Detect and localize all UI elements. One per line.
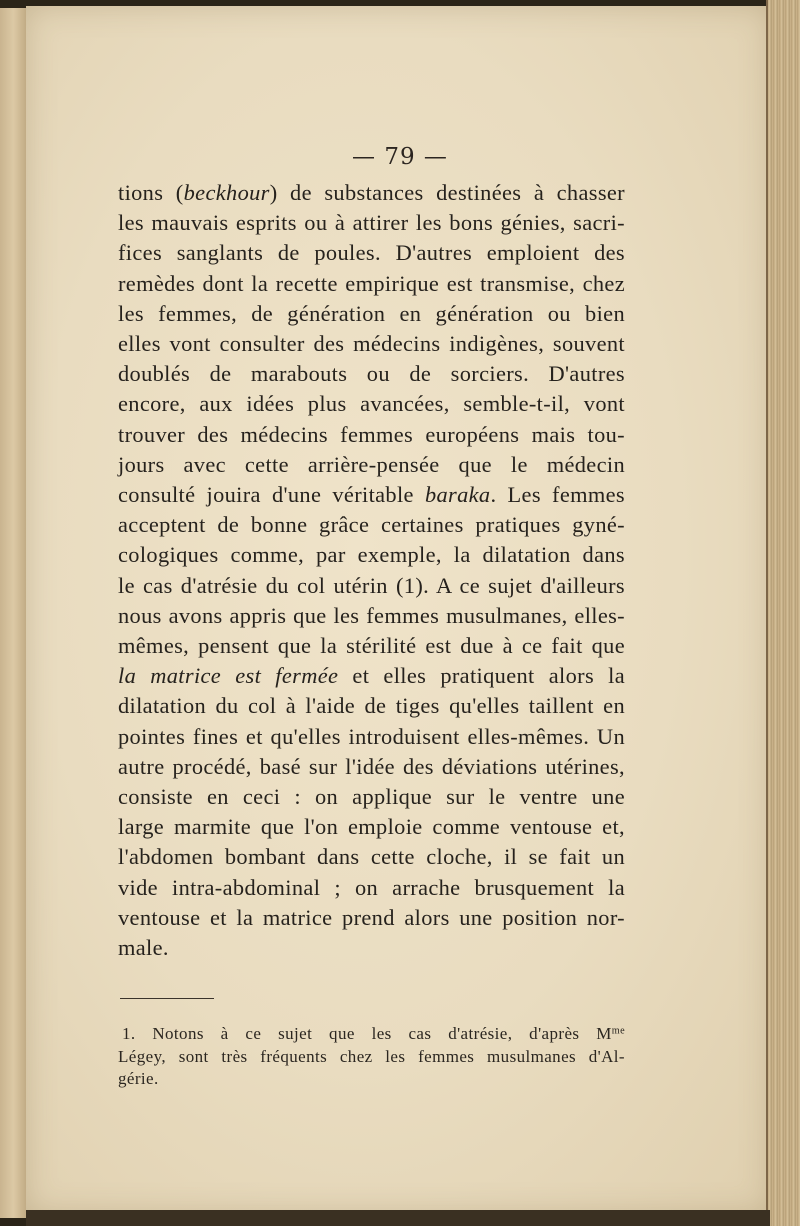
right-page-stack (766, 0, 800, 1226)
body-line: cologiques comme, par exemple, la dilatation dans (118, 542, 625, 568)
body-line: autre procédé, basé sur l'idée des déviations utérines, (118, 753, 625, 779)
body-line: la matrice est fermée et elles pratiquent alors la (118, 663, 625, 689)
body-line: encore, aux idées plus avancées, semble-t-il, vont (118, 391, 625, 417)
body-line: pointes fines et qu'elles introduisent elles-mêmes. Un (118, 723, 625, 749)
body-line: large marmite que l'on emploie comme ventouse et, (118, 814, 625, 840)
body-line: le cas d'atrésie du col utérin (1). A ce sujet d'ailleurs (118, 572, 625, 598)
footnote-separator (120, 998, 214, 999)
body-line: nous avons appris que les femmes musulmanes, elles- (118, 602, 625, 628)
body-line: remèdes dont la recette empirique est transmise, chez (118, 270, 625, 296)
body-line: male. (118, 935, 169, 961)
footnote-line: Légey, sont très fréquents chez les femmes musulmanes d'Al- (118, 1046, 625, 1066)
body-line: vide intra-abdominal ; on arrache brusquement la (118, 874, 625, 900)
body-line: jours avec cette arrière-pensée que le médecin (118, 451, 625, 477)
body-line: mêmes, pensent que la stérilité est due à ce fait que (118, 633, 625, 659)
body-text (118, 178, 625, 963)
footnote (118, 1023, 625, 1091)
body-line: elles vont consulter des médecins indigènes, souvent (118, 331, 625, 357)
body-line: les mauvais esprits ou à attirer les bons génies, sacri- (118, 210, 625, 236)
bottom-edge (26, 1210, 770, 1226)
body-line: l'abdomen bombant dans cette cloche, il se fait un (118, 844, 625, 870)
body-line: tions (beckhour) de substances destinées à chasser (118, 180, 625, 205)
body-line: dilatation du col à l'aide de tiges qu'elles taillent en (118, 693, 625, 719)
body-line: trouver des médecins femmes européens mais tou- (118, 421, 625, 447)
body-line: acceptent de bonne grâce certaines pratiques gyné- (118, 512, 625, 538)
body-line: les femmes, de génération en génération ou bien (118, 300, 625, 326)
body-line: ventouse et la matrice prend alors une position nor- (118, 904, 625, 930)
page-number: — 79 — (352, 144, 448, 170)
body-line: consulté jouira d'une véritable baraka. Les femmes (118, 482, 625, 508)
footnote-line: gérie. (118, 1069, 159, 1088)
footnote-line: 1. Notons à ce sujet que les cas d'atrésie, d'après $M^{me}$ (122, 1024, 625, 1043)
body-line: doublés de marabouts ou de sorciers. D'autres (118, 361, 625, 387)
body-line: consiste en ceci : on applique sur le ventre une (118, 784, 625, 810)
body-line: fices sanglants de poules. D'autres emploient des (118, 240, 625, 266)
